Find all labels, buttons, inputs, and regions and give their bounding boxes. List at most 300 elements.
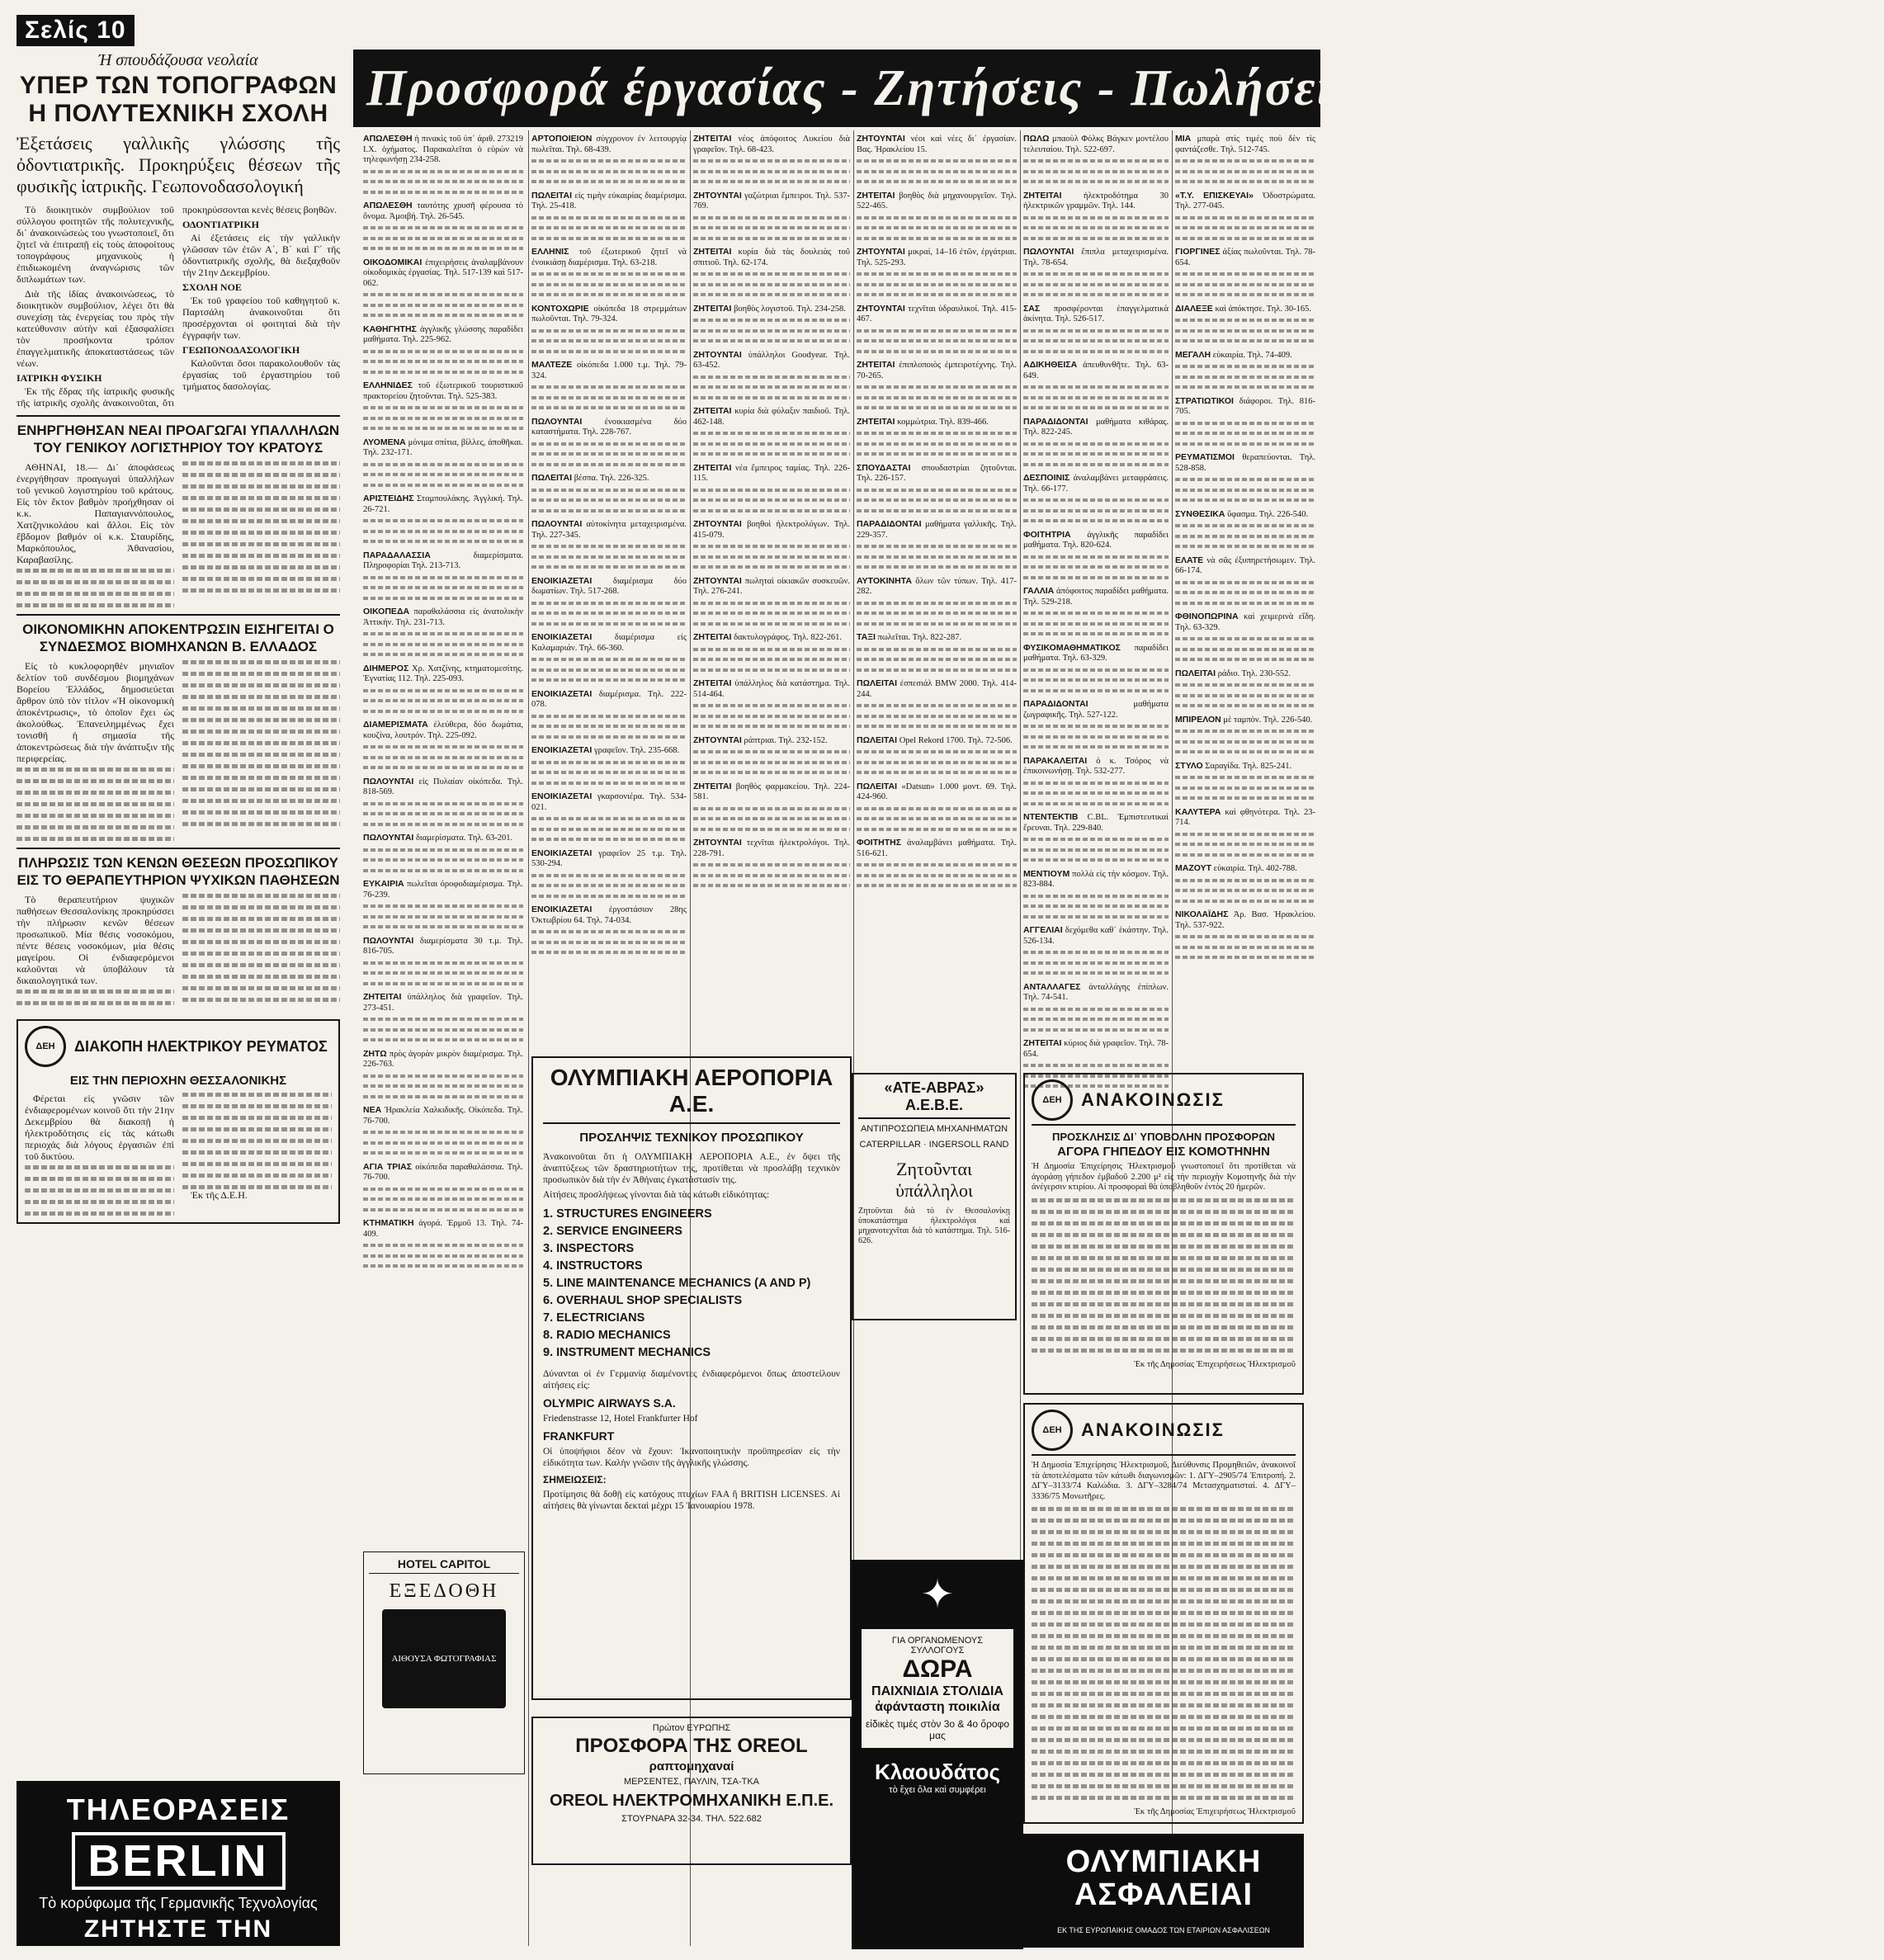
text-line bbox=[363, 1084, 523, 1088]
text-line bbox=[531, 555, 687, 559]
text-line bbox=[693, 648, 850, 651]
classified-ad bbox=[531, 689, 687, 711]
article-body bbox=[17, 894, 340, 1011]
classified-ad bbox=[1023, 586, 1169, 607]
text-line bbox=[1175, 329, 1315, 333]
insurance-title: ΟΛΥΜΠΙΑΚΗ ΑΣΦΑΛΕΙΑΙ bbox=[1065, 1844, 1262, 1912]
classified-text: πολλὰ εἰς τὴν κόσμον. Τηλ. 823-884. bbox=[1023, 869, 1169, 889]
classified-ad bbox=[1023, 247, 1169, 268]
classifieds-column-5 bbox=[1023, 134, 1169, 1066]
classified-ad bbox=[363, 607, 523, 628]
text-line bbox=[857, 283, 1017, 286]
text-line bbox=[531, 159, 687, 163]
classified-ad bbox=[1023, 473, 1169, 494]
text-line bbox=[363, 858, 523, 862]
text-line bbox=[531, 350, 687, 353]
classified-keyword: ΣΤΡΑΤΙΩΤΙΚΟΙ bbox=[1175, 395, 1234, 406]
text-line bbox=[693, 283, 850, 286]
classified-ad bbox=[531, 191, 687, 212]
text-line bbox=[1023, 904, 1169, 908]
text-line bbox=[1023, 612, 1169, 615]
classified-text: νέος ἀπόφοιτος Λυκείου διὰ γραφεῖον. Τηλ. 68-423. bbox=[693, 135, 850, 154]
classifieds-column-6 bbox=[1175, 134, 1315, 1066]
text-line bbox=[693, 828, 850, 831]
text-line bbox=[531, 715, 687, 718]
text-line bbox=[693, 489, 850, 492]
classified-keyword: ΠΩΛΕΙΤΑΙ bbox=[857, 678, 898, 688]
text-line bbox=[1175, 216, 1315, 220]
text-line bbox=[857, 350, 1017, 353]
classified-ad bbox=[1023, 417, 1169, 438]
ate-title: «ΑΤΕ-ΑΒΡΑΣ» Α.Ε.Β.Ε. bbox=[858, 1079, 1010, 1119]
text-line bbox=[693, 863, 850, 867]
text-line bbox=[857, 668, 1017, 672]
classified-text: βοηθὸς φαρμακείου. Τηλ. 224-581. bbox=[693, 782, 850, 801]
text-line bbox=[531, 442, 687, 446]
classified-ad bbox=[531, 632, 687, 654]
text-line bbox=[363, 473, 523, 476]
classified-text: δακτυλογράφος. Τηλ. 822-261. bbox=[734, 633, 842, 642]
classified-text: πωληταὶ οἰκιακῶν συσκευῶν. Τηλ. 276-241. bbox=[693, 576, 850, 596]
text-line bbox=[363, 293, 523, 296]
classified-keyword: ΖΗΤΟΥΝΤΑΙ bbox=[693, 838, 742, 848]
text-line bbox=[857, 602, 1017, 605]
oa-specialty: 3. INSPECTORS bbox=[543, 1242, 635, 1255]
classified-keyword: ΚΑΛΥΤΕΡΑ bbox=[1175, 806, 1221, 817]
text-line bbox=[363, 1141, 523, 1145]
text-line bbox=[857, 293, 1017, 296]
classified-text: διαμέρισμα εἰς Καλαμαριάν. Τηλ. 66-360. bbox=[531, 633, 687, 653]
text-line bbox=[531, 237, 687, 240]
classified-ad bbox=[531, 904, 687, 926]
klaoudatos-ad bbox=[852, 1560, 1023, 1949]
classified-ad bbox=[693, 678, 850, 700]
announcement-komotini bbox=[1023, 1073, 1304, 1395]
classified-text: σπουδαστρίαι ζητοῦνται. Τηλ. 226-157. bbox=[857, 463, 1017, 483]
text-line bbox=[857, 704, 1017, 707]
lead-paragraph: Διὰ τῆς ἰδίας ἀνακοινώσεως, τὸ διοικητικὸν συμβούλιον, λέγει ὅτι θὰ συνεχίσῃ τὰς ἐνεργείας του πρὸς τὴν κατεύθυνσιν αὐτὴν καὶ ἐξασφαλίσει τὸν προσήκοντα τρόπον ἐπαγγελματικῆς ἀποκαταστάσεως τῶν νέων. bbox=[17, 288, 174, 369]
classified-keyword: ΜΕΓΑΛΗ bbox=[1175, 349, 1211, 360]
classified-text: Σταμπουλάκης. Ἀγγλική. Τηλ. 26-721. bbox=[363, 494, 524, 514]
text-line bbox=[693, 432, 850, 435]
classified-text: ἐσπεσιάλ BMW 2000. Τηλ. 414-244. bbox=[857, 679, 1018, 699]
announcement-procurement bbox=[1023, 1403, 1304, 1824]
text-line bbox=[363, 812, 523, 815]
classified-ad bbox=[1175, 668, 1315, 680]
text-line bbox=[1175, 283, 1315, 286]
classifieds-column-1 bbox=[363, 134, 523, 1545]
text-line bbox=[531, 293, 687, 296]
text-line bbox=[693, 761, 850, 764]
classified-text: διάφοροι. Τηλ. 816-705. bbox=[1175, 396, 1316, 416]
text-line bbox=[693, 237, 850, 240]
classified-ad bbox=[363, 833, 523, 844]
classified-keyword: ΚΑΘΗΓΗΤΗΣ bbox=[363, 324, 417, 334]
classified-text: μαθήματα γαλλικῆς. Τηλ. 229-357. bbox=[857, 520, 1017, 540]
text-line bbox=[531, 782, 687, 785]
text-line bbox=[693, 442, 850, 446]
classified-text: οἰκόπεδα 1.000 τ.μ. Τηλ. 79-324. bbox=[531, 361, 687, 380]
hotel-name: HOTEL CAPITOL bbox=[369, 1557, 519, 1574]
text-line bbox=[1175, 946, 1315, 949]
oreol-title: ΠΡΟΣΦΟΡΑ ΤΗΣ OREOL bbox=[575, 1735, 808, 1757]
text-line bbox=[531, 339, 687, 342]
classified-keyword: ΕΝΟΙΚΙΑΖΕΤΑΙ bbox=[531, 745, 593, 755]
classified-ad bbox=[1175, 715, 1315, 726]
classified-keyword: ΠΩΛΕΙΤΑΙ bbox=[1175, 668, 1216, 678]
text-line bbox=[363, 304, 523, 307]
text-line bbox=[857, 170, 1017, 173]
classified-text: οἰκόπεδα 18 στρεμμάτων πωλοῦνται. Τηλ. 79-324. bbox=[531, 304, 687, 324]
text-line bbox=[363, 689, 523, 692]
oa-title: ΟΛΥΜΠΙΑΚΗ ΑΕΡΟΠΟΡΙΑ Α.Ε. bbox=[543, 1065, 840, 1124]
text-line bbox=[1023, 622, 1169, 626]
olympic-airways-ad bbox=[531, 1056, 852, 1700]
classified-keyword: ΠΩΛΕΙΤΑΙ bbox=[857, 734, 898, 745]
classified-keyword: ΜΑΖΟΥΤ bbox=[1175, 863, 1212, 873]
article-headline: ΠΛΗΡΩΣΙΣ ΤΩΝ ΚΕΝΩΝ ΘΕΣΕΩΝ ΠΡΟΣΩΠΙΚΟΥ ΕΙΣ ΤΟ ΘΕΡΑΠΕΥΤΗΡΙΟΝ ΨΥΧΙΚΩΝ ΠΑΘΗΣΕΩΝ bbox=[17, 855, 340, 888]
text-line bbox=[1023, 463, 1169, 466]
text-line bbox=[1175, 796, 1315, 800]
text-line bbox=[363, 170, 523, 173]
classified-text: ἔπιπλα μεταχειρισμένα. Τηλ. 78-654. bbox=[1023, 248, 1169, 267]
classified-ad bbox=[693, 191, 850, 212]
text-line bbox=[1175, 365, 1315, 368]
divider bbox=[17, 848, 340, 849]
ate-abras-ad bbox=[852, 1073, 1017, 1320]
classified-ad bbox=[693, 735, 850, 747]
classified-ad bbox=[693, 247, 850, 268]
text-line bbox=[1023, 782, 1169, 785]
text-line bbox=[857, 874, 1017, 877]
classified-ad bbox=[1175, 396, 1315, 418]
text-line bbox=[1023, 498, 1169, 502]
announcement-body: Ἡ Δημοσία Ἐπιχείρησις Ἠλεκτρισμοῦ γνωστοποιεῖ ὅτι προτίθεται νὰ ἀγοράσῃ γήπεδον ἐμβαδοῦ 2.200 μ² εἰς τὴν περιοχὴν Κομοτηνῆς διὰ τὴν ἀνέγερσιν κτιρίου. Αἱ προσφοραὶ θὰ ὑποβληθοῦν ἐντὸς 20 ἡμερῶν. bbox=[1032, 1162, 1296, 1192]
classified-ad bbox=[1175, 452, 1315, 474]
classified-ad bbox=[363, 992, 523, 1013]
classified-text: ἐλεύθερα, δύο δωμάτια, κουζίνα, λουτρόν. Τηλ. 225-092. bbox=[363, 720, 523, 740]
classified-text: τεχνῖται ὑδραυλικοί. Τηλ. 415-467. bbox=[857, 304, 1017, 324]
lead-subhead: ΟΔΟΝΤΙΑΤΡΙΚΗ bbox=[182, 219, 260, 230]
classified-ad bbox=[1023, 191, 1169, 212]
classified-text: διαμερίσματα. Τηλ. 63-201. bbox=[415, 834, 513, 843]
text-line bbox=[531, 226, 687, 229]
text-line bbox=[1023, 350, 1169, 353]
classified-text: εἰς Πυλαίαν οἰκόπεδα. Τηλ. 818-569. bbox=[363, 777, 523, 796]
text-line bbox=[363, 427, 523, 430]
text-line bbox=[1175, 478, 1315, 481]
classified-keyword: ΚΟΝΤΟΧΩΡΙΕ bbox=[531, 303, 589, 314]
oa-specialty: 4. INSTRUCTORS bbox=[543, 1259, 643, 1273]
classified-text: ὕφασμα. Τηλ. 226-540. bbox=[1227, 509, 1309, 519]
classified-ad bbox=[1023, 643, 1169, 664]
text-line bbox=[1023, 565, 1169, 569]
text-line bbox=[693, 293, 850, 296]
text-line bbox=[1023, 791, 1169, 795]
classified-ad bbox=[857, 463, 1017, 484]
oa-specialty: 8. RADIO MECHANICS bbox=[543, 1329, 671, 1342]
classified-keyword: ΑΠΩΛΕΣΘΗ bbox=[363, 134, 413, 144]
text-line bbox=[857, 452, 1017, 456]
classified-ad bbox=[1023, 530, 1169, 551]
text-line bbox=[1023, 519, 1169, 522]
classified-text: C.BL. Ἐμπιστευτικαὶ ἔρευναι. Τηλ. 229-840. bbox=[1023, 813, 1169, 833]
classified-keyword: ΝΤΕΝΤΕΚΤΙΒ bbox=[1023, 812, 1079, 822]
classified-ad bbox=[531, 848, 687, 870]
oreol-kicker: Πρώτον ΕΥΡΩΠΗΣ bbox=[652, 1723, 731, 1733]
tv-ad-cta: ΖΗΤΗΣΤΕ ΤΗΝ bbox=[83, 1915, 273, 1943]
classified-ad bbox=[693, 304, 850, 315]
text-line bbox=[363, 1208, 523, 1211]
tv-ad-brand: BERLIN bbox=[72, 1832, 286, 1890]
text-line bbox=[363, 1095, 523, 1098]
text-line bbox=[1175, 180, 1315, 183]
announcement-heading: ΑΓΟΡΑ ΓΗΠΕΔΟΥ ΕΙΣ ΚΟΜΟΤΗΝΗΝ bbox=[1057, 1145, 1270, 1159]
text-line bbox=[363, 350, 523, 353]
text-line bbox=[693, 226, 850, 229]
oa-requirements: Οἱ ὑποψήφιοι δέον νὰ ἔχουν: Ἱκανοποιητικὴν προϋπηρεσίαν εἰς τὴν εἰδικότητα των. Καλὴν γνῶσιν τῆς ἀγγλικῆς γλώσσης. bbox=[543, 1447, 840, 1468]
ate-brands: CATERPILLAR · INGERSOLL RAND bbox=[859, 1140, 1009, 1150]
classified-keyword: ΕΝΟΙΚΙΑΖΕΤΑΙ bbox=[531, 632, 593, 642]
text-line bbox=[1023, 396, 1169, 399]
hotel-heading: ΕΞΕΔΟΘΗ bbox=[389, 1580, 499, 1602]
text-line bbox=[1023, 216, 1169, 220]
text-line bbox=[531, 170, 687, 173]
text-line bbox=[363, 1038, 523, 1041]
text-line bbox=[1023, 802, 1169, 805]
classified-ad bbox=[1023, 982, 1169, 1004]
classified-ad bbox=[363, 1105, 523, 1126]
text-line bbox=[363, 1244, 523, 1247]
oa-specialty: 6. OVERHAUL SHOP SPECIALISTS bbox=[543, 1294, 743, 1307]
ate-body: Ζητοῦνται διὰ τὸ ἐν Θεσσαλονίκῃ ὑποκατάστημα ἠλεκτρολόγοι καὶ μηχανοτεχνῖται διὰ τὸ κατάστημα. Τηλ. 516-626. bbox=[858, 1207, 1010, 1245]
classified-keyword: ΖΗΤΕΙΤΑΙ bbox=[693, 247, 732, 257]
classified-keyword: ΖΗΤΕΙΤΑΙ bbox=[693, 632, 732, 642]
text-line bbox=[857, 648, 1017, 651]
text-line bbox=[363, 1074, 523, 1078]
text-line bbox=[363, 643, 523, 646]
text-line bbox=[363, 191, 523, 194]
classified-text: παραθαλάσσια εἰς ἀνατολικὴν Ἀττικήν. Τηλ. 231-713. bbox=[363, 607, 524, 627]
text-line bbox=[693, 159, 850, 163]
text-line bbox=[531, 771, 687, 774]
text-lines bbox=[1032, 1507, 1296, 1800]
oa-specialty: 7. ELECTRICIANS bbox=[543, 1311, 645, 1325]
classified-keyword: ΦΥΣΙΚΟΜΑΘΗΜΑΤΙΚΟΣ bbox=[1023, 642, 1121, 653]
text-line bbox=[1175, 694, 1315, 697]
classified-ad bbox=[1023, 869, 1169, 890]
classified-keyword: ΔΙΗΜΕΡΟΣ bbox=[363, 663, 409, 673]
text-line bbox=[363, 1018, 523, 1021]
classified-text: ὑπάλληλος διὰ γραφεῖον. Τηλ. 273-451. bbox=[363, 993, 524, 1013]
text-line bbox=[1175, 535, 1315, 538]
classified-text: ράδιο. Τηλ. 230-552. bbox=[1217, 668, 1291, 678]
text-line bbox=[693, 565, 850, 569]
text-line bbox=[693, 498, 850, 502]
classified-keyword: ΔΙΑΛΕΞΕ bbox=[1175, 303, 1213, 314]
text-line bbox=[531, 678, 687, 682]
lead-deck: Ἐξετάσεις γαλλικῆς γλώσσης τῆς ὀδοντιατρικῆς. Προκηρύξεις θέσεων τῆς φυσικῆς ἰατρικῆς. Γεωπονοδασολογική bbox=[17, 133, 340, 196]
classified-text: διαμέρισμα δύο δωματίων. Τηλ. 517-268. bbox=[531, 576, 687, 596]
classified-keyword: ΣΑΣ bbox=[1023, 303, 1041, 314]
classified-text: μικραί, 14–16 ἐτῶν, ἐργάτριαι. Τηλ. 525-293. bbox=[857, 248, 1018, 267]
classified-text: πωλεῖται. Τηλ. 822-287. bbox=[877, 633, 962, 642]
classified-text: δεχόμεθα καθ᾽ ἑκάστην. Τηλ. 526-134. bbox=[1023, 926, 1169, 946]
classified-keyword: ΠΑΡΑΔΙΔΟΝΤΑΙ bbox=[857, 519, 922, 529]
text-line bbox=[857, 715, 1017, 718]
text-line bbox=[857, 828, 1017, 831]
classified-keyword: ΦΘΙΝΟΠΩΡΙΝΑ bbox=[1175, 612, 1239, 621]
text-line bbox=[531, 622, 687, 626]
classified-keyword: ΖΗΤΟΥΝΤΑΙ bbox=[857, 303, 905, 314]
classified-keyword: ΠΩΛΟΥΝΤΑΙ bbox=[531, 416, 583, 427]
kl-big: ΔΩΡΑ bbox=[902, 1655, 973, 1683]
classified-keyword: ΕΛΑΤΕ bbox=[1175, 555, 1204, 565]
text-line bbox=[1175, 170, 1315, 173]
classified-keyword: ΠΩΛΟΥΝΤΑΙ bbox=[363, 935, 414, 946]
classified-ad bbox=[693, 576, 850, 597]
classified-ad bbox=[363, 494, 523, 515]
text-line bbox=[1175, 750, 1315, 753]
text-line bbox=[1023, 632, 1169, 635]
text-line bbox=[693, 817, 850, 820]
text-line bbox=[857, 761, 1017, 764]
text-line bbox=[363, 1254, 523, 1258]
text-line bbox=[1175, 956, 1315, 959]
text-line bbox=[531, 838, 687, 841]
oa-specialties-label: Αἰτήσεις προσλήψεως γίνονται διὰ τὰς κάτωθι εἰδικότητας: bbox=[543, 1190, 770, 1200]
tv-ad-slogan: Τὸ κορύφωμα τῆς Γερμανικῆς Τεχνολογίας bbox=[39, 1895, 318, 1911]
text-line bbox=[363, 848, 523, 852]
text-line bbox=[693, 602, 850, 605]
classified-ad bbox=[1175, 134, 1315, 155]
classified-ad bbox=[857, 519, 1017, 541]
text-line bbox=[531, 602, 687, 605]
text-line bbox=[531, 735, 687, 739]
text-line bbox=[1023, 689, 1169, 692]
classified-keyword: ΖΗΤΕΙΤΑΙ bbox=[857, 360, 895, 370]
text-line bbox=[363, 653, 523, 656]
classified-keyword: ΠΑΡΑΔΙΔΟΝΤΑΙ bbox=[1023, 416, 1088, 427]
article-paragraph: Εἰς τὸ κυκλοφορηθὲν μηνιαῖον δελτίον τοῦ συνδέσμου βιομηχάνων Βορείου Ἑλλάδος, δημοσιεύεται ἄρθρον ὑπὸ τὸν τίτλον «Ἡ οἰκονομικὴ ἀποκέντρωσις», τὸ ὁποῖον ἔχει ὡς ἀκολούθως. Ἐπανειλημμένως ἔχει τονισθῆ ἡ σημασία τῆς ἀποκεντρώσεως διὰ τὴν ἀνάπτυξιν τῆς περιφερείας. bbox=[17, 660, 174, 764]
classified-text: καὶ ἀπόκτησε. Τηλ. 30-165. bbox=[1215, 304, 1312, 314]
lead-headline: ΥΠΕΡ ΤΩΝ ΤΟΠΟΓΡΑΦΩΝ Η ΠΟΛΥΤΕΧΝΙΚΗ ΣΧΟΛΗ bbox=[19, 72, 338, 127]
classified-ad bbox=[363, 1162, 523, 1183]
text-line bbox=[1175, 637, 1315, 640]
text-line bbox=[531, 941, 687, 944]
classified-ad bbox=[1023, 360, 1169, 381]
classified-text: ὁ κ. Τσόρος νὰ ἐπικοινωνήσῃ. Τηλ. 532-277. bbox=[1023, 756, 1169, 776]
classified-keyword: ΑΥΤΟΚΙΝΗΤΑ bbox=[857, 575, 912, 586]
classified-keyword: ΖΗΤΟΥΝΤΑΙ bbox=[693, 519, 742, 529]
classified-text: ράπτριαι. Τηλ. 232-152. bbox=[744, 735, 828, 745]
classified-keyword: ΟΙΚΟΔΟΜΙΚΑΙ bbox=[363, 257, 423, 267]
classified-keyword: ΖΗΤΟΥΝΤΑΙ bbox=[693, 734, 742, 745]
classified-keyword: ΠΩΛΕΙΤΑΙ bbox=[531, 473, 573, 483]
text-line bbox=[363, 360, 523, 363]
text-line bbox=[531, 489, 687, 492]
classified-keyword: ΑΔΙΚΗΘΕΙΣΑ bbox=[1023, 360, 1078, 370]
classified-ad bbox=[1175, 304, 1315, 315]
oa-notes-label: ΣΗΜΕΙΩΣΕΙΣ: bbox=[543, 1474, 607, 1485]
lead-paragraph: Καλοῦνται ὅσοι παρακολουθοῦν τὰς ἐργασίας τοῦ ἐργαστηρίου τοῦ τμήματος δασολογίας. bbox=[182, 357, 340, 392]
text-line bbox=[531, 463, 687, 466]
classified-text: γραφεῖον. Τηλ. 235-668. bbox=[593, 746, 680, 755]
kl-offer: εἰδικὲς τιμές στὸν 3ο & 4ο ὄροφο μας bbox=[865, 1718, 1010, 1741]
text-line bbox=[693, 668, 850, 672]
announcement-signature: Ἐκ τῆς Δημοσίας Ἐπιχειρήσεως Ἠλεκτρισμοῦ bbox=[1134, 1807, 1296, 1816]
classified-ad bbox=[1023, 925, 1169, 947]
text-line bbox=[1175, 159, 1315, 163]
oa-specialty: 5. LINE MAINTENANCE MECHANICS (A AND P) bbox=[543, 1277, 811, 1290]
classified-ad bbox=[857, 360, 1017, 381]
classified-keyword: ΛΥΟΜΕΝΑ bbox=[363, 437, 406, 447]
oa-specialty: 1. STRUCTURES ENGINEERS bbox=[543, 1207, 712, 1221]
classified-keyword: ΠΩΛΕΙΤΑΙ bbox=[857, 781, 898, 791]
lead-subhead: ΓΕΩΠΟΝΟΔΑΣΟΛΟΓΙΚΗ bbox=[182, 344, 300, 356]
classified-text: νέα ἔμπειρος ταμίας. Τηλ. 226-115. bbox=[693, 463, 850, 483]
article-headline: ΕΝΗΡΓΗΘΗΣΑΝ ΝΕΑΙ ΠΡΟΑΓΩΓΑΙ ΥΠΑΛΛΗΛΩΝ ΤΟΥ ΓΕΝΙΚΟΥ ΛΟΓΙΣΤΗΡΙΟΥ ΤΟΥ ΚΡΑΤΟΥΣ bbox=[17, 423, 340, 456]
classified-text: προσφέρονται ἐπαγγελματικὰ ἀκίνητα. Τηλ. 526-517. bbox=[1023, 304, 1169, 324]
classified-keyword: ΖΗΤΕΙΤΑΙ bbox=[693, 781, 732, 791]
classified-ad bbox=[1175, 761, 1315, 772]
classified-text: ἀναλαμβάνει μαθήματα. Τηλ. 516-621. bbox=[857, 838, 1018, 858]
classified-text: ἐπιχειρήσεις ἀναλαμβάνουν οἰκοδομικὰς ἐργασίας. Τηλ. 517-139 καὶ 517-062. bbox=[363, 257, 523, 288]
classified-text: εὐκαιρία. Τηλ. 74-409. bbox=[1212, 350, 1292, 360]
text-line bbox=[531, 658, 687, 661]
text-line bbox=[363, 463, 523, 466]
classified-text: διαμερίσματα. Πληροφορίαι Τηλ. 213-713. bbox=[363, 550, 523, 570]
classified-ad bbox=[363, 550, 523, 572]
text-line bbox=[857, 817, 1017, 820]
classified-text: ἡ πινακὶς τοῦ ὑπ᾽ ἀριθ. 273219 Ι.Χ. ὀχήματος. Παρακαλεῖται ὁ εὑρὼν νὰ τηλεφωνήσῃ 234-258. bbox=[363, 135, 524, 164]
classified-ad bbox=[857, 632, 1017, 644]
kl-audience: ΓΙΑ ΟΡΓΑΝΩΜΕΝΟΥΣ ΣΥΛΛΟΓΟΥΣ bbox=[891, 1636, 984, 1655]
classified-text: παραδίδει μαθήματα. Τηλ. 63-329. bbox=[1023, 643, 1169, 663]
classified-ad bbox=[363, 257, 523, 290]
lead-body bbox=[17, 204, 340, 409]
text-line bbox=[1175, 293, 1315, 296]
text-line bbox=[531, 817, 687, 820]
text-line bbox=[693, 874, 850, 877]
classified-keyword: ΜΕΝΤΙΟΥΜ bbox=[1023, 868, 1070, 879]
text-line bbox=[857, 489, 1017, 492]
classified-ad bbox=[531, 576, 687, 597]
classified-keyword: ΕΛΛΗΝΙΔΕΣ bbox=[363, 380, 413, 390]
text-line bbox=[693, 725, 850, 728]
text-line bbox=[1023, 678, 1169, 682]
classified-ad bbox=[531, 417, 687, 438]
ate-heading: Ζητοῦνται ὑπάλληλοι bbox=[895, 1159, 973, 1201]
text-line bbox=[1023, 272, 1169, 276]
text-line bbox=[1023, 915, 1169, 919]
classified-ad bbox=[693, 350, 850, 371]
classified-ad bbox=[857, 576, 1017, 597]
classified-text: κομμώτρια. Τηλ. 839-466. bbox=[897, 417, 989, 427]
classified-text: κυρία διὰ φύλαξιν παιδιοῦ. Τηλ. 462-148. bbox=[693, 407, 850, 427]
text-line bbox=[693, 555, 850, 559]
page-number-badge: Σελίς 10 bbox=[17, 15, 135, 46]
oa-apply-text: Δύνανται οἱ ἐν Γερμανίᾳ διαμένοντες ἐνδιαφερόμενοι ὅπως ἀποστείλουν αἰτήσεις εἰς: bbox=[543, 1369, 840, 1391]
text-line bbox=[363, 766, 523, 769]
text-line bbox=[363, 530, 523, 533]
text-line bbox=[693, 704, 850, 707]
classified-ad bbox=[363, 664, 523, 685]
text-line bbox=[363, 417, 523, 420]
text-line bbox=[531, 884, 687, 887]
text-line bbox=[363, 371, 523, 374]
text-line bbox=[857, 329, 1017, 333]
